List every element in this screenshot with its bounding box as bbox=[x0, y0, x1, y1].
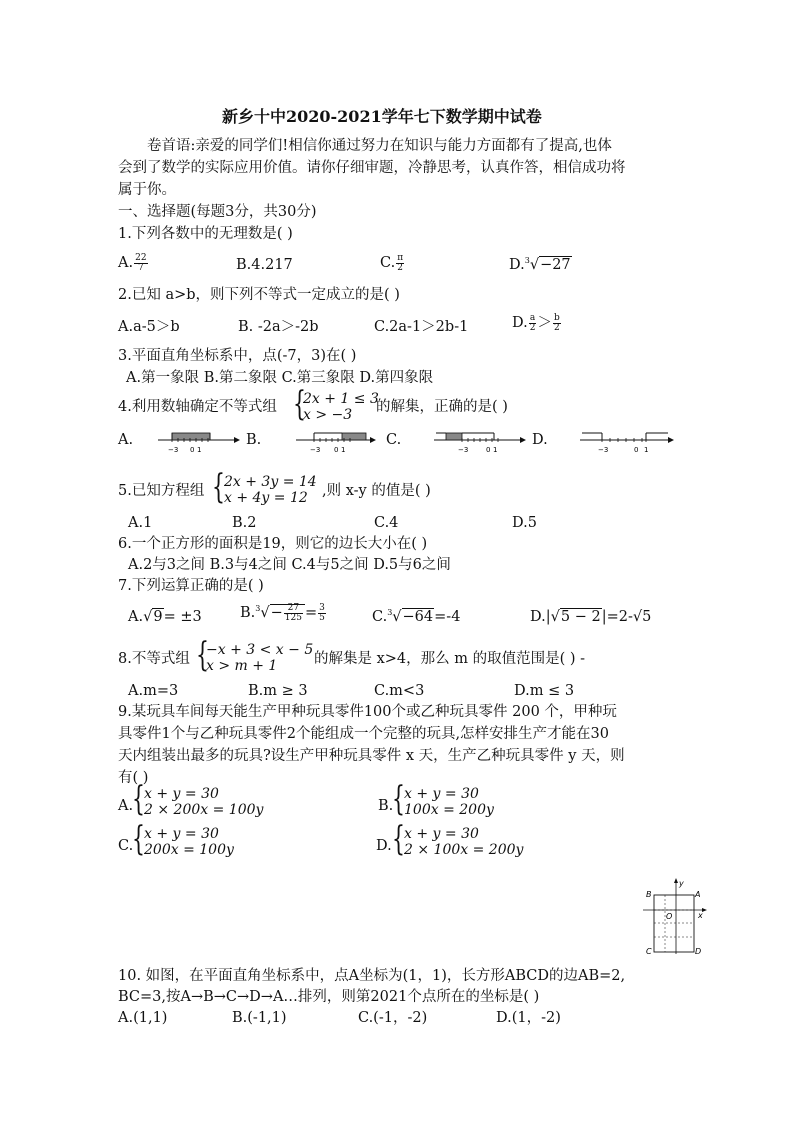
q8-option-b: B.m ≥ 3 bbox=[248, 683, 308, 699]
left-brace: { bbox=[212, 467, 225, 507]
system-row: 2x + 3y = 14 bbox=[224, 474, 317, 490]
left-brace: { bbox=[392, 819, 405, 859]
numerator: a bbox=[529, 312, 536, 323]
q9-option-a-system bbox=[132, 779, 282, 820]
option-label: D. bbox=[509, 257, 525, 273]
question-1-stem: 1.下列各数中的无理数是( ) bbox=[118, 226, 293, 242]
intro-line: 会到了数学的实际应用价值。请你仔细审题，冷静思考，认真作答，相信成功将 bbox=[118, 160, 626, 176]
q4-option-d: D. bbox=[532, 432, 548, 448]
page-title: 新乡十中2020-2021学年七下数学期中试卷 bbox=[222, 107, 542, 126]
svg-text:B: B bbox=[646, 890, 652, 899]
denominator: 7 bbox=[137, 262, 144, 273]
q10-option-a: A.(1,1) bbox=[118, 1010, 168, 1026]
left-brace: { bbox=[132, 779, 145, 819]
q4-option-a: A. bbox=[118, 432, 134, 448]
question-4-stem-end: 的解集，正确的是( ) bbox=[376, 399, 508, 415]
question-9-line: 天内组装出最多的玩具?设生产甲种玩具零件 x 天，生产乙种玩具零件 y 天，则 bbox=[118, 748, 625, 764]
radicand: −27 bbox=[540, 257, 571, 273]
svg-text:−3: −3 bbox=[598, 446, 609, 454]
q9-option-b-label: B. bbox=[378, 798, 394, 814]
q10-option-c: C.(-1，-2) bbox=[358, 1010, 428, 1026]
q9-option-a-label: A. bbox=[118, 798, 134, 814]
q4-option-c: C. bbox=[386, 432, 402, 448]
square-root: √9 bbox=[143, 609, 163, 625]
radicand: 5 − 2 bbox=[560, 609, 601, 625]
number-line-a bbox=[150, 425, 240, 455]
question-9-line: 9.某玩具车间每天能生产甲种玩具零件100个或乙种玩具零件 200 个，甲种玩 bbox=[118, 704, 617, 720]
fraction bbox=[318, 604, 326, 623]
equals: = bbox=[304, 605, 318, 621]
q9-option-b-system bbox=[392, 779, 512, 820]
svg-text:1: 1 bbox=[644, 446, 649, 454]
inequality-system bbox=[293, 384, 379, 425]
svg-text:A: A bbox=[695, 890, 701, 899]
coordinate-figure bbox=[640, 878, 710, 958]
q1-option-b: B.4.217 bbox=[236, 257, 293, 273]
question-10-line: BC=3,按A→B→C→D→A…排列，则第2021个点所在的坐标是( ) bbox=[118, 989, 540, 1005]
numerator: 27 bbox=[284, 604, 303, 614]
equation-system bbox=[212, 467, 322, 508]
question-2-stem: 2.已知 a>b，则下列不等式一定成立的是( ) bbox=[118, 287, 400, 303]
option-label: C. bbox=[380, 255, 396, 271]
numerator: 22 bbox=[135, 252, 147, 263]
svg-text:D: D bbox=[695, 947, 702, 956]
q5-option-c: C.4 bbox=[374, 515, 399, 531]
numerator: b bbox=[553, 312, 560, 323]
option-label: D. bbox=[512, 315, 528, 331]
fraction bbox=[396, 254, 404, 273]
svg-text:1: 1 bbox=[197, 446, 202, 454]
svg-text:O: O bbox=[666, 912, 673, 921]
svg-text:x: x bbox=[698, 911, 703, 920]
system-row: −x + 3 < x − 5 bbox=[206, 642, 314, 658]
q5-option-d: D.5 bbox=[512, 515, 537, 531]
option-label: C. bbox=[372, 609, 388, 625]
option-label: A. bbox=[118, 255, 134, 271]
question-9-line: 有( ) bbox=[118, 770, 149, 786]
question-9-line: 具零件1个与乙种玩具零件2个能组成一个完整的玩具,怎样安排生产才能在30 bbox=[118, 726, 610, 742]
svg-text:1: 1 bbox=[341, 446, 346, 454]
svg-text:−3: −3 bbox=[168, 446, 179, 454]
svg-text:0: 0 bbox=[190, 446, 195, 454]
q8-option-a: A.m=3 bbox=[128, 683, 179, 699]
q1-option-a bbox=[118, 253, 149, 273]
q9-option-c-system bbox=[132, 819, 252, 860]
numerator: 3 bbox=[319, 602, 325, 613]
fraction bbox=[529, 314, 537, 333]
fraction bbox=[284, 604, 303, 623]
q2-option-c: C.2a-1＞2b-1 bbox=[374, 319, 469, 335]
q5-option-a: A.1 bbox=[128, 515, 153, 531]
q9-option-d-label: D. bbox=[376, 838, 392, 854]
system-row: x > −3 bbox=[303, 407, 353, 423]
intro-line: 属于你。 bbox=[118, 182, 176, 198]
number-line-b bbox=[292, 425, 376, 455]
option-label: D.| bbox=[530, 609, 551, 625]
q4-option-b: B. bbox=[246, 432, 262, 448]
question-10-line: 10. 如图，在平面直角坐标系中，点A坐标为(1，1)，长方形ABCD的边AB=2, bbox=[118, 968, 626, 984]
question-8-stem-end: 的解集是 x>4，那么 m 的取值范围是( ) - bbox=[314, 651, 586, 667]
left-brace: { bbox=[392, 779, 405, 819]
q6-options: A.2与3之间 B.3与4之间 C.4与5之间 D.5与6之间 bbox=[128, 557, 451, 573]
svg-text:C: C bbox=[646, 947, 652, 956]
fraction bbox=[553, 314, 561, 333]
question-4-stem-start: 4.利用数轴确定不等式组 bbox=[118, 399, 277, 415]
svg-text:0: 0 bbox=[634, 446, 639, 454]
option-rest: =-4 bbox=[434, 609, 461, 625]
system-row: x + y = 30 bbox=[144, 786, 219, 802]
q7-option-d bbox=[530, 607, 651, 627]
question-8-stem-start: 8.不等式组 bbox=[118, 651, 190, 667]
question-5-stem-end: ,则 x-y 的值是( ) bbox=[322, 483, 431, 499]
system-row: x + y = 30 bbox=[144, 826, 219, 842]
svg-text:−3: −3 bbox=[310, 446, 321, 454]
system-row: x + 4y = 12 bbox=[224, 490, 308, 506]
question-6-stem: 6.一个正方形的面积是19，则它的边长大小在( ) bbox=[118, 536, 428, 552]
q5-option-b: B.2 bbox=[232, 515, 257, 531]
denominator: 5 bbox=[319, 612, 325, 623]
cube-root: $^3$√−27 bbox=[524, 256, 571, 273]
q9-option-c-label: C. bbox=[118, 838, 134, 854]
q10-option-b: B.(-1,1) bbox=[232, 1010, 287, 1026]
svg-text:1: 1 bbox=[493, 446, 498, 454]
option-rest: |=2-√5 bbox=[601, 609, 652, 625]
fraction bbox=[134, 254, 147, 273]
system-row: x > m + 1 bbox=[206, 658, 278, 674]
radicand: − $\frac{27}{125}$ bbox=[270, 604, 305, 621]
root-index: 3 bbox=[387, 608, 393, 617]
q7-option-a bbox=[128, 607, 202, 627]
inequality-system bbox=[196, 635, 314, 676]
svg-text:0: 0 bbox=[334, 446, 339, 454]
system-row: x + y = 30 bbox=[404, 786, 479, 802]
q9-option-d-system bbox=[392, 819, 532, 860]
svg-text:−3: −3 bbox=[458, 446, 469, 454]
denominator: 2 bbox=[529, 322, 536, 333]
intro-line: 卷首语:亲爱的同学们!相信你通过努力在知识与能力方面都有了提高,也体 bbox=[147, 138, 612, 154]
q7-option-c bbox=[372, 607, 460, 629]
denominator: 125 bbox=[284, 612, 302, 623]
q8-option-c: C.m<3 bbox=[374, 683, 425, 699]
left-brace: { bbox=[196, 635, 209, 675]
cube-root: $^3$√−64 bbox=[387, 608, 434, 625]
option-label: B. bbox=[240, 605, 256, 621]
svg-text:y: y bbox=[679, 879, 684, 888]
radicand: 9 bbox=[153, 609, 163, 625]
q1-option-c bbox=[380, 253, 405, 273]
root-index: 3 bbox=[524, 256, 530, 265]
number-line-d bbox=[578, 425, 674, 455]
system-row: 2 × 100x = 200y bbox=[404, 842, 524, 858]
option-rest: = ±3 bbox=[163, 609, 202, 625]
system-row: 200x = 100y bbox=[144, 842, 234, 858]
option-label: A. bbox=[128, 609, 144, 625]
system-row: 2x + 1 ≤ 3 bbox=[303, 391, 379, 407]
left-brace: { bbox=[132, 819, 145, 859]
q8-option-d: D.m ≤ 3 bbox=[514, 683, 575, 699]
root-index: 3 bbox=[255, 604, 261, 613]
denominator: 2 bbox=[397, 262, 404, 273]
number-line-c bbox=[432, 425, 526, 455]
greater-than: ＞ bbox=[537, 315, 552, 331]
radicand: −64 bbox=[402, 609, 434, 625]
question-3-stem: 3.平面直角坐标系中，点(-7，3)在( ) bbox=[118, 348, 357, 364]
q1-option-d bbox=[509, 255, 572, 277]
square-root: √5 − 2 bbox=[550, 609, 601, 625]
q2-option-b: B. -2a＞-2b bbox=[238, 319, 319, 335]
cube-root: $^3$√− $\frac{27}{125}$ bbox=[255, 603, 305, 625]
q7-option-b bbox=[240, 603, 327, 625]
question-7-stem: 7.下列运算正确的是( ) bbox=[118, 578, 264, 594]
left-brace: { bbox=[293, 384, 306, 424]
svg-text:0: 0 bbox=[486, 446, 491, 454]
system-row: 2 × 200x = 100y bbox=[144, 802, 264, 818]
denominator: 2 bbox=[553, 322, 560, 333]
section-heading: 一、选择题(每题3分，共30分) bbox=[118, 204, 317, 220]
q10-option-d: D.(1，-2) bbox=[496, 1010, 561, 1026]
question-5-stem-start: 5.已知方程组 bbox=[118, 483, 205, 499]
numerator: π bbox=[397, 252, 404, 263]
q2-option-d bbox=[512, 313, 562, 333]
q3-options: A.第一象限 B.第二象限 C.第三象限 D.第四象限 bbox=[126, 370, 434, 386]
system-row: 100x = 200y bbox=[404, 802, 494, 818]
system-row: x + y = 30 bbox=[404, 826, 479, 842]
q2-option-a: A.a-5＞b bbox=[118, 319, 180, 335]
